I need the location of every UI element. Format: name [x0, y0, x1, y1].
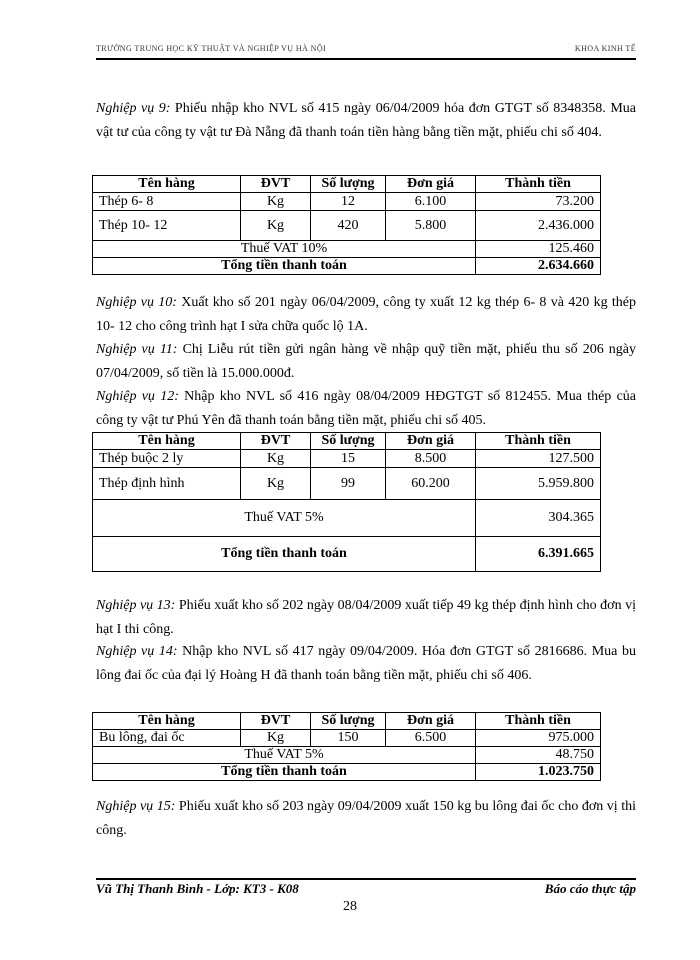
paragraph-nv13: [96, 594, 636, 641]
footer-author: Vũ Thị Thanh Bình - Lớp: KT3 - K08: [96, 881, 299, 896]
col-header-unit: ĐVT: [241, 176, 311, 193]
paragraph-nv15: [96, 795, 636, 842]
col-header-price: Đơn giá: [386, 433, 476, 450]
cell-unit: Kg: [241, 450, 311, 468]
total-row: [93, 537, 601, 572]
table-nv9: [92, 175, 601, 275]
col-header-unit: ĐVT: [241, 713, 311, 730]
paragraph-text: Nhập kho NVL số 416 ngày 08/04/2009 HĐGTGT số 812455. Mua thép của công ty vật tư Phú Yên đã thanh toán bằng tiền mặt, phiếu chi số 405.: [96, 389, 636, 428]
paragraph-label: Nghiệp vụ 13:: [96, 598, 176, 613]
total-row: [93, 764, 601, 781]
table-row: [93, 468, 601, 500]
paragraph-nv11: [96, 338, 636, 385]
paragraph-label: Nghiệp vụ 10:: [96, 295, 177, 310]
page-number: 28: [343, 899, 357, 914]
cell-amount: 975.000: [476, 730, 601, 747]
cell-name: Thép buộc 2 ly: [93, 450, 241, 468]
cell-unit: Kg: [241, 468, 311, 500]
paragraph-label: Nghiệp vụ 11:: [96, 342, 178, 357]
total-label: Tổng tiền thanh toán: [93, 764, 476, 781]
cell-qty: 12: [311, 193, 386, 211]
cell-name: Thép 10- 12: [93, 211, 241, 241]
col-header-price: Đơn giá: [386, 713, 476, 730]
cell-amount: 2.436.000: [476, 211, 601, 241]
header-rule: [96, 58, 636, 60]
table-nv12: [92, 432, 601, 572]
cell-price: 60.200: [386, 468, 476, 500]
vat-value: 125.460: [476, 241, 601, 258]
cell-unit: Kg: [241, 193, 311, 211]
cell-name: Thép định hình: [93, 468, 241, 500]
vat-label: Thuế VAT 5%: [93, 500, 476, 537]
col-header-price: Đơn giá: [386, 176, 476, 193]
vat-value: 304.365: [476, 500, 601, 537]
paragraph-text: Nhập kho NVL số 417 ngày 09/04/2009. Hóa đơn GTGT số 2816686. Mua bu lông đai ốc của đại lý Hoàng H đã thanh toán bằng tiền mặt, phiếu chi số 406.: [96, 644, 636, 683]
total-label: Tổng tiền thanh toán: [93, 537, 476, 572]
footer-rule: [96, 878, 636, 880]
vat-row: [93, 241, 601, 258]
cell-name: Bu lông, đai ốc: [93, 730, 241, 747]
cell-price: 5.800: [386, 211, 476, 241]
col-header-name: Tên hàng: [93, 176, 241, 193]
paragraph-text: Phiếu xuất kho số 203 ngày 09/04/2009 xuất 150 kg bu lông đai ốc cho đơn vị thi công.: [96, 799, 636, 838]
cell-qty: 420: [311, 211, 386, 241]
paragraph-text: Phiếu xuất kho số 202 ngày 08/04/2009 xuất tiếp 49 kg thép định hình cho đơn vị hạt I thi công.: [96, 598, 636, 637]
page-header: [96, 44, 636, 58]
vat-value: 48.750: [476, 747, 601, 764]
header-department: KHOA KINH TẾ: [574, 44, 636, 53]
total-label: Tổng tiền thanh toán: [93, 258, 476, 275]
cell-amount: 5.959.800: [476, 468, 601, 500]
header-school-name: TRƯỜNG TRUNG HỌC KỸ THUẬT VÀ NGHIỆP VỤ HÀ NỘI: [96, 44, 327, 53]
cell-qty: 150: [311, 730, 386, 747]
cell-qty: 99: [311, 468, 386, 500]
col-header-unit: ĐVT: [241, 433, 311, 450]
col-header-qty: Số lượng: [311, 433, 386, 450]
paragraph-label: Nghiệp vụ 15:: [96, 799, 176, 814]
col-header-name: Tên hàng: [93, 713, 241, 730]
table-row: [93, 211, 601, 241]
total-value: 1.023.750: [476, 764, 601, 781]
paragraph-nv10: [96, 291, 636, 338]
cell-unit: Kg: [241, 211, 311, 241]
col-header-qty: Số lượng: [311, 713, 386, 730]
cell-price: 6.500: [386, 730, 476, 747]
col-header-amount: Thành tiền: [476, 176, 601, 193]
paragraph-nv9: [96, 97, 636, 144]
table-row: [93, 730, 601, 747]
table-nv14: [92, 712, 601, 781]
col-header-amount: Thành tiền: [476, 433, 601, 450]
table-header-row: [93, 176, 601, 193]
paragraph-text: Xuất kho số 201 ngày 06/04/2009, công ty xuất 12 kg thép 6- 8 và 420 kg thép 10- 12 cho công trình hạt I sửa chữa quốc lộ 1A.: [96, 295, 636, 334]
paragraph-label: Nghiệp vụ 14:: [96, 644, 178, 659]
table-row: [93, 193, 601, 211]
paragraph-nv12: [96, 385, 636, 432]
total-value: 6.391.665: [476, 537, 601, 572]
table-row: [93, 450, 601, 468]
cell-name: Thép 6- 8: [93, 193, 241, 211]
paragraph-nv14: [96, 640, 636, 687]
paragraph-text: Phiếu nhập kho NVL số 415 ngày 06/04/2009 hóa đơn GTGT số 8348358. Mua vật tư của công ty vật tư Đà Nẵng đã thanh toán tiền hàng bằng tiền mặt, phiếu chi số 404.: [96, 101, 636, 140]
paragraph-label: Nghiệp vụ 12:: [96, 389, 179, 404]
cell-price: 6.100: [386, 193, 476, 211]
footer-report-title: Báo cáo thực tập: [544, 881, 636, 896]
col-header-qty: Số lượng: [311, 176, 386, 193]
page-footer: [96, 881, 636, 901]
vat-label: Thuế VAT 10%: [93, 241, 476, 258]
vat-label: Thuế VAT 5%: [93, 747, 476, 764]
paragraph-label: Nghiệp vụ 9:: [96, 101, 171, 116]
total-row: [93, 258, 601, 275]
cell-qty: 15: [311, 450, 386, 468]
cell-amount: 73.200: [476, 193, 601, 211]
vat-row: [93, 500, 601, 537]
col-header-amount: Thành tiền: [476, 713, 601, 730]
table-header-row: [93, 713, 601, 730]
paragraph-text: Chị Liễu rút tiền gửi ngân hàng về nhập quỹ tiền mặt, phiếu thu số 206 ngày 07/04/2009, số tiền là 15.000.000đ.: [96, 342, 637, 381]
cell-amount: 127.500: [476, 450, 601, 468]
vat-row: [93, 747, 601, 764]
total-value: 2.634.660: [476, 258, 601, 275]
col-header-name: Tên hàng: [93, 433, 241, 450]
cell-unit: Kg: [241, 730, 311, 747]
cell-price: 8.500: [386, 450, 476, 468]
table-header-row: [93, 433, 601, 450]
